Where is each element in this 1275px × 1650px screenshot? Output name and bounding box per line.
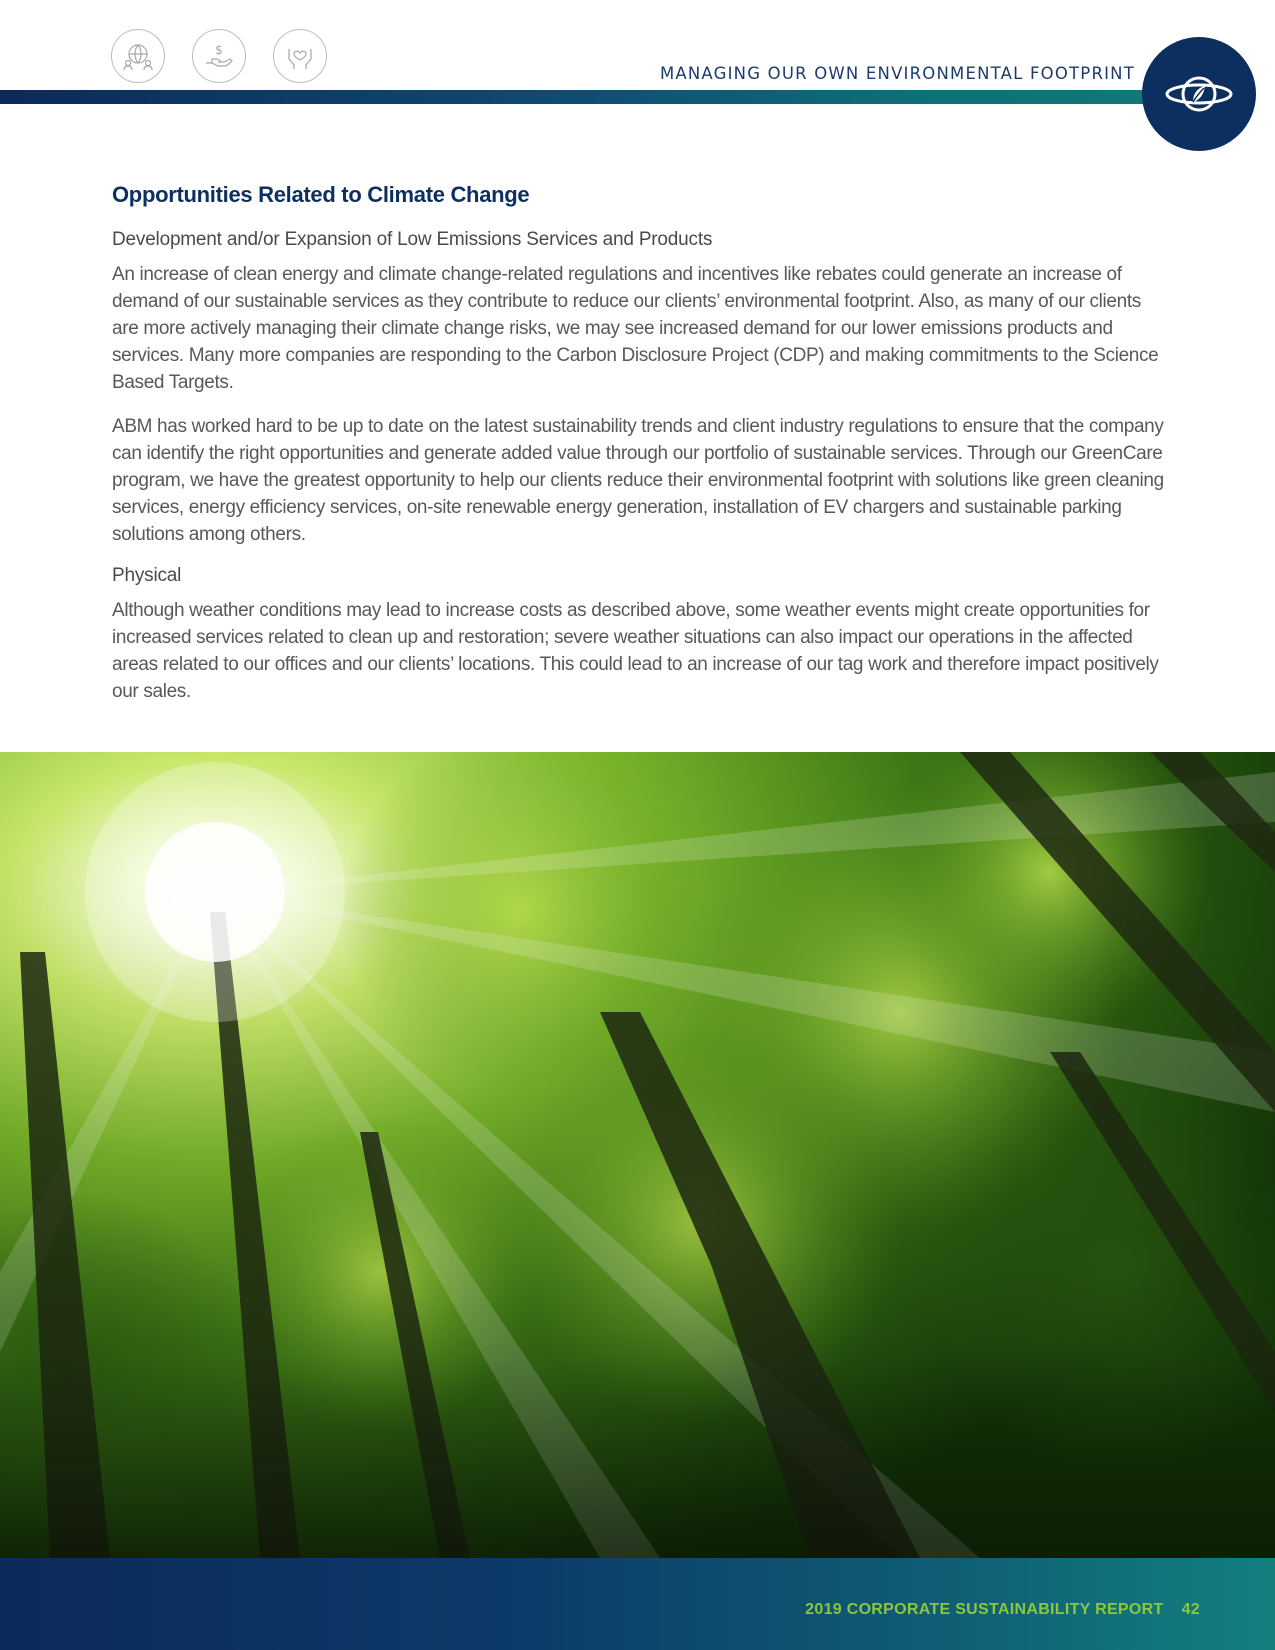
section-nav [111,29,327,83]
page-number: 42 [1181,1601,1200,1618]
page-heading: Opportunities Related to Climate Change [112,182,530,207]
svg-text:$: $ [215,43,223,57]
hand-money-icon[interactable] [192,29,246,83]
planet-leaf-icon [1142,37,1256,151]
section-title: MANAGING OUR OWN ENVIRONMENTAL FOOTPRINT [659,64,1135,83]
forest-canopy-photo [0,752,1275,1558]
footer-label [805,1601,1200,1619]
page-footer [0,1558,1275,1650]
main-content [112,182,1172,722]
report-title: 2019 CORPORATE SUSTAINABILITY REPORT [805,1601,1164,1618]
subheading-low-emissions: Development and/or Expansion of Low Emissions Services and Products [112,229,713,250]
globe-people-icon[interactable] [111,29,165,83]
paragraph-abm-greencare: ABM has worked hard to be up to date on the latest sustainability trends and client industry regulations to ensure that the company can identify the right opportunities and generate added value through our portfolio of sustainable services. Through our GreenCare program, we have the greatest opportunity to help our clients reduce their environmental footprint with solutions like green cleaning services, energy efficiency services, on-site renewable energy generation, installation of EV chargers and sustainable parking solutions among others. [112,416,1164,545]
header-bar [0,90,1220,104]
paragraph-weather: Although weather conditions may lead to increase costs as described above, some weather events might create opportunities for increased services related to clean up and restoration; severe weather situations can also impact our operations in the affected areas related to our offices and our clients’ locations. This could lead to an increase of our tag work and therefore impact positively our sales. [112,600,1159,702]
hands-heart-icon[interactable] [273,29,327,83]
subheading-physical: Physical [112,565,182,586]
paragraph-clean-energy: An increase of clean energy and climate change-related regulations and incentives like rebates could generate an increase of demand of our sustainable services as they contribute to reduce our clients’ environmental footprint. Also, as many of our clients are more actively managing their climate change risks, we may see increased demand for our lower emissions products and services. Many more companies are responding to the Carbon Disclosure Project (CDP) and making commitments to the Science Based Targets. [112,264,1159,393]
